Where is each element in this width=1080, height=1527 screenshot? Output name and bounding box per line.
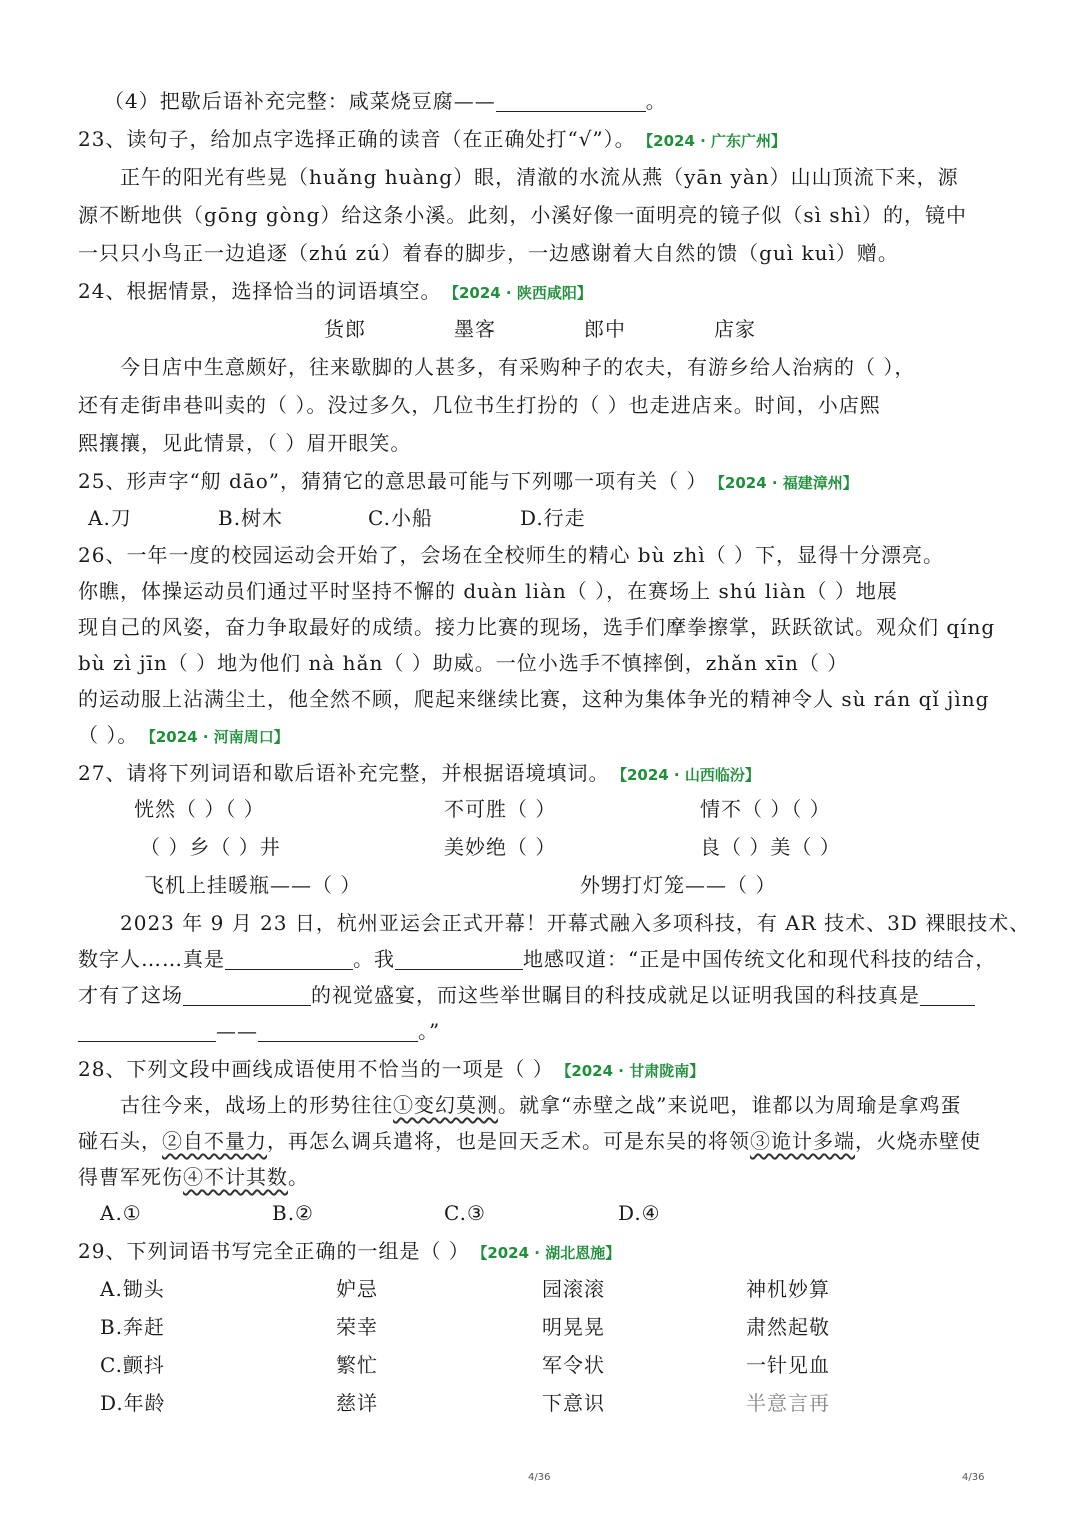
q24-passage-line-1: 今日店中生意颇好，往来歇脚的人甚多，有采购种子的农夫，有游乡给人治病的（ ）， <box>120 355 916 379</box>
source-tag: 【2024 · 广东广州】 <box>645 132 787 150</box>
q29-a-4: 神机妙算 <box>746 1277 830 1301</box>
q25-option-c: C.小船 <box>368 506 433 530</box>
q29-d-4: 半意言再 <box>746 1391 830 1415</box>
answer-blank <box>183 985 311 1006</box>
page-number-duplicate: 4/36 <box>962 1472 985 1483</box>
q26-line-6: （ ）。 【2024 · 河南周口】 <box>78 723 289 747</box>
q25-option-d: D.行走 <box>520 506 586 530</box>
q26-line-5: 的运动服上沾满尘土，他全然不顾，爬起来继续比赛，这种为集体争光的精神令人 sù rán qǐ jìng <box>78 687 990 711</box>
q27-word-4: （ ）乡（ ）井 <box>140 835 281 859</box>
q29-c-2: 繁忙 <box>336 1353 378 1377</box>
q23-passage-line-3: 一只只小鸟正一边追逐（zhú zú）着春的脚步，一边感谢着大自然的馈（guì kuì）赠。 <box>78 241 899 265</box>
q24-word-2: 墨客 <box>454 317 496 341</box>
q28-passage-line-2: 碰石头，②自不量力，再怎么调兵遣将，也是回天乏术。可是东吴的将领③诡计多端，火烧赤壁使 <box>78 1129 981 1153</box>
answer-blank <box>258 1021 418 1042</box>
q29-stem: 29、下列词语书写完全正确的一组是（ ） 【2024 · 湖北恩施】 <box>78 1239 621 1263</box>
q28-option-a: A.① <box>100 1201 142 1225</box>
q27-word-2: 不可胜（ ） <box>444 797 557 821</box>
q29-b-2: 荣幸 <box>336 1315 378 1339</box>
q28-stem: 28、下列文段中画线成语使用不恰当的一项是（ ） 【2024 · 甘肃陇南】 <box>78 1057 705 1081</box>
q24-passage-line-3: 熙攘攘，见此情景，（ ）眉开眼笑。 <box>78 431 412 455</box>
q27-passage-line-2: 数字人……真是 。我 地感叹道：“正是中国传统文化和现代科技的结合， <box>78 947 997 971</box>
q26-line-4: bù zì jīn（ ）地为他们 nà hǎn（ ）助威。一位小选手不慎摔倒，zhǎn xīn（ ） <box>78 651 849 675</box>
answer-blank <box>78 1021 216 1042</box>
q27-xiehouyu-2: 外甥打灯笼——（ ） <box>580 873 777 897</box>
q27-xiehouyu-1: 飞机上挂暖瓶——（ ） <box>144 873 362 897</box>
q29-b-4: 肃然起敬 <box>746 1315 830 1339</box>
q27-stem: 27、请将下列词语和歇后语补充完整，并根据语境填词。 【2024 · 山西临汾】 <box>78 761 760 785</box>
q27-passage-line-1: 2023 年 9 月 23 日，杭州亚运会正式开幕！开幕式融入多项科技，有 AR 技术、3D 裸眼技术、 <box>120 911 1031 935</box>
q23-passage-line-2: 源不断地供（gōng gòng）给这条小溪。此刻，小溪好像一面明亮的镜子似（sì shì）的，镜中 <box>78 203 967 227</box>
q27-passage-line-3: 才有了这场 的视觉盛宴，而这些举世瞩目的科技成就足以证明我国的科技真是 <box>78 980 1008 1010</box>
q29-c-3: 军令状 <box>542 1353 605 1377</box>
q25-stem: 25、形声字“舠 dāo”，猜猜它的意思最可能与下列哪一项有关（ ） 【2024 · 福建漳州】 <box>78 469 858 493</box>
q29-b-3: 明晃晃 <box>542 1315 605 1339</box>
q28-option-d: D.④ <box>618 1201 661 1225</box>
q24-word-1: 货郎 <box>324 317 366 341</box>
q27-passage-line-4: —— 。” <box>78 1016 1008 1046</box>
idiom-4: ④不计其数 <box>183 1165 288 1189</box>
source-tag: 【2024 · 河南周口】 <box>148 728 289 746</box>
q24-word-3: 郎中 <box>584 317 626 341</box>
q29-a-3: 园滚滚 <box>542 1277 605 1301</box>
q27-word-6: 良（ ）美（ ） <box>700 835 841 859</box>
q26-line-2: 你瞧，体操运动员们通过平时坚持不懈的 duàn liàn（ ），在赛场上 shú liàn（ ）地展 <box>78 579 898 603</box>
q24-passage-line-2: 还有走街串巷叫卖的（ ）。没过多久，几位书生打扮的（ ）也走进店来。时间，小店熙 <box>78 393 881 417</box>
q28-option-b: B.② <box>272 1201 314 1225</box>
answer-blank <box>395 949 523 970</box>
q29-a-2: 妒忌 <box>336 1277 378 1301</box>
source-tag: 【2024 · 湖北恩施】 <box>479 1244 621 1262</box>
q29-d-1: D.年龄 <box>100 1391 166 1415</box>
answer-blank <box>496 91 646 112</box>
q27-word-5: 美妙绝（ ） <box>444 835 557 859</box>
q28-option-c: C.③ <box>444 1201 486 1225</box>
q28-passage-line-3: 得曹军死伤④不计其数。 <box>78 1165 309 1189</box>
idiom-3: ③诡计多端 <box>750 1129 855 1153</box>
source-tag: 【2024 · 山西临汾】 <box>619 766 760 784</box>
answer-blank <box>920 985 975 1006</box>
source-tag: 【2024 · 福建漳州】 <box>717 474 858 492</box>
q24-stem: 24、根据情景，选择恰当的词语填空。 【2024 · 陕西咸阳】 <box>78 279 592 303</box>
q22-part4: （4）把歇后语补充完整：咸菜烧豆腐—— 。 <box>104 89 667 113</box>
answer-blank <box>225 949 353 970</box>
q29-a-1: A.锄头 <box>100 1277 165 1301</box>
q29-d-3: 下意识 <box>542 1391 605 1415</box>
q29-c-1: C.颤抖 <box>100 1353 165 1377</box>
source-tag: 【2024 · 陕西咸阳】 <box>451 284 592 302</box>
q26-line-3: 现自己的风姿，奋力争取最好的成绩。接力比赛的现场，选手们摩拳擦掌，跃跃欲试。观众们 qíng <box>78 615 996 639</box>
q24-word-4: 店家 <box>714 317 756 341</box>
source-tag: 【2024 · 甘肃陇南】 <box>563 1062 705 1080</box>
q25-option-b: B.树木 <box>218 506 284 530</box>
q25-option-a: A.刀 <box>88 506 132 530</box>
q27-word-3: 情不（ ）（ ） <box>700 797 831 821</box>
q29-b-1: B.奔赶 <box>100 1315 166 1339</box>
q23-passage-line-1: 正午的阳光有些晃（huǎng huàng）眼，清澈的水流从燕（yān yàn）山山顶流下来，源 <box>120 165 959 189</box>
q26-line-1: 26、一年一度的校园运动会开始了，会场在全校师生的精心 bù zhì（ ）下，显得十分漂亮。 <box>78 543 945 567</box>
idiom-1: ①变幻莫测 <box>393 1093 498 1117</box>
q28-passage-line-1: 古往今来，战场上的形势往往①变幻莫测。就拿“赤壁之战”来说吧，谁都以为周瑜是拿鸡蛋 <box>120 1093 962 1117</box>
q29-d-2: 慈详 <box>336 1391 378 1415</box>
q29-c-4: 一针见血 <box>746 1353 830 1377</box>
q27-word-1: 恍然（ ）（ ） <box>134 797 265 821</box>
q23-stem: 23、读句子，给加点字选择正确的读音（在正确处打“√”）。 【2024 · 广东广州】 <box>78 127 787 151</box>
idiom-2: ②自不量力 <box>162 1129 267 1153</box>
page-number: 4/36 <box>528 1472 551 1483</box>
